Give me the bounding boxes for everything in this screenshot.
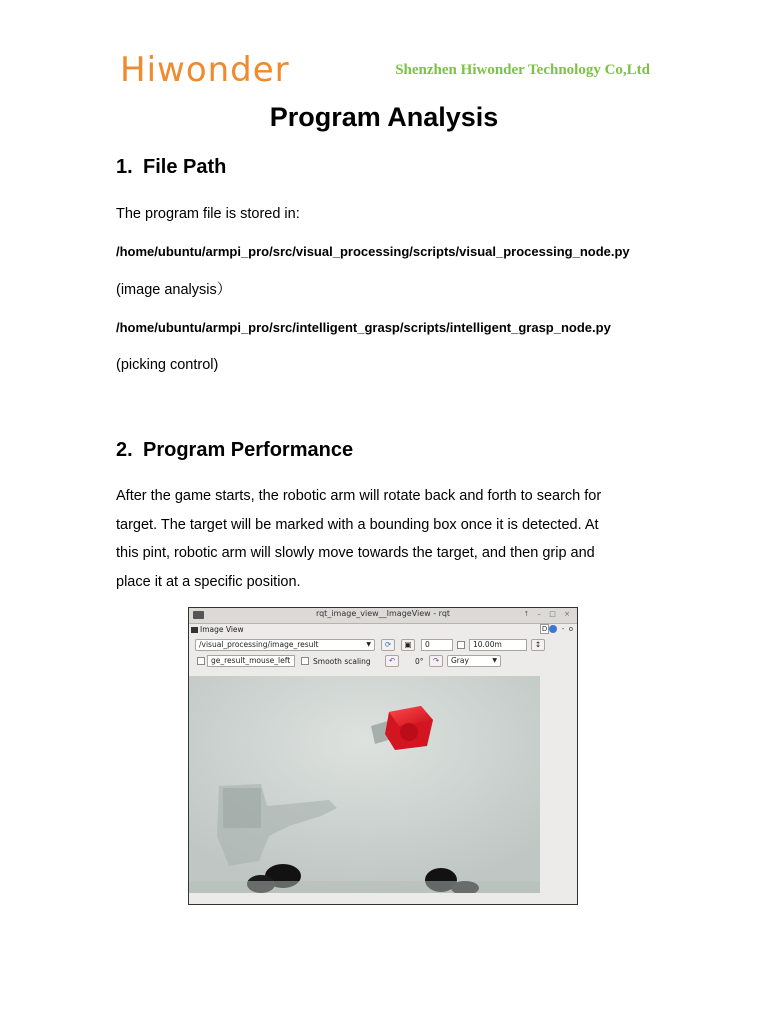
section-heading-program-performance: [116, 437, 353, 463]
plugin-buttons[interactable]: D - o: [541, 625, 573, 633]
file-path-note-2: (picking control): [116, 357, 219, 373]
chevron-down-icon: ▼: [492, 657, 497, 664]
file-path-note-1: (image analysis）: [116, 282, 232, 298]
servo-shadow: [223, 788, 261, 828]
file-path-2: /home/ubuntu/armpi_pro/src/intelligent_grasp/scripts/intelligent_grasp_node.py: [116, 320, 611, 335]
paragraph-line: this pint, robotic arm will slowly move towards the target, and then grip and: [116, 545, 595, 562]
file-path-intro: The program file is stored in:: [116, 206, 300, 222]
topic-select-value: /visual_processing/image_result: [199, 640, 319, 649]
table-edge: [189, 881, 540, 893]
mouse-topic-input[interactable]: [207, 655, 295, 667]
section-heading-text: Program Performance: [143, 439, 354, 461]
rotate-left-icon[interactable]: ↶: [385, 655, 399, 667]
topic-select[interactable]: [195, 639, 375, 651]
rotate-right-icon[interactable]: ↷: [429, 655, 443, 667]
performance-paragraph: [116, 482, 646, 597]
smooth-scaling-label: Smooth scaling: [313, 657, 371, 666]
refresh-icon[interactable]: ⟳: [381, 639, 395, 651]
section-number: 2.: [116, 439, 133, 461]
file-path-1: /home/ubuntu/armpi_pro/src/visual_processing/scripts/visual_processing_node.py: [116, 244, 630, 259]
save-icon[interactable]: ▣: [401, 639, 415, 651]
spin-input[interactable]: [421, 639, 453, 651]
section-heading-file-path: [116, 154, 226, 180]
plugin-label: [191, 625, 244, 636]
cube-marker: [400, 723, 418, 741]
camera-scene: [189, 676, 540, 893]
rotation-label: 0°: [415, 657, 424, 666]
color-mode-select[interactable]: [447, 655, 501, 667]
window-titlebar: [189, 608, 577, 624]
smooth-scaling-checkbox[interactable]: [301, 657, 309, 665]
window-title: rqt_image_view__ImageView - rqt: [315, 609, 451, 618]
paragraph-line: After the game starts, the robotic arm will rotate back and forth to search for: [116, 488, 602, 504]
company-name: Shenzhen Hiwonder Technology Co,Ltd: [395, 62, 650, 78]
color-mode-value: Gray: [451, 656, 469, 665]
header: [120, 50, 650, 90]
section-number: 1.: [116, 156, 133, 178]
plugin-label-text: Image View: [200, 625, 244, 634]
section-heading-text: File Path: [143, 156, 227, 178]
mouse-topic-value: ge_result_mouse_left: [211, 656, 291, 665]
timeout-value: 10.00m: [473, 640, 502, 649]
plugin-icon: [191, 627, 198, 633]
document-title: Program Analysis: [269, 102, 499, 132]
paragraph-line: target. The target will be marked with a bounding box once it is detected. At: [116, 516, 599, 533]
mouse-publish-checkbox[interactable]: [197, 657, 205, 665]
chevron-down-icon: ▼: [366, 641, 371, 648]
camera-image[interactable]: [189, 676, 540, 893]
spin-value: 0: [425, 640, 430, 649]
timeout-input[interactable]: [469, 639, 527, 651]
help-button[interactable]: D: [541, 625, 548, 633]
fit-icon[interactable]: ↕: [531, 639, 545, 651]
paragraph-line: place it at a specific position.: [116, 574, 301, 591]
hiwonder-logo: Hiwonder: [120, 50, 290, 90]
timeout-checkbox[interactable]: [457, 641, 465, 649]
rqt-window-screenshot: [188, 607, 578, 905]
window-controls[interactable]: ↑ – □ ×: [523, 610, 573, 618]
help-icon[interactable]: [549, 625, 557, 633]
